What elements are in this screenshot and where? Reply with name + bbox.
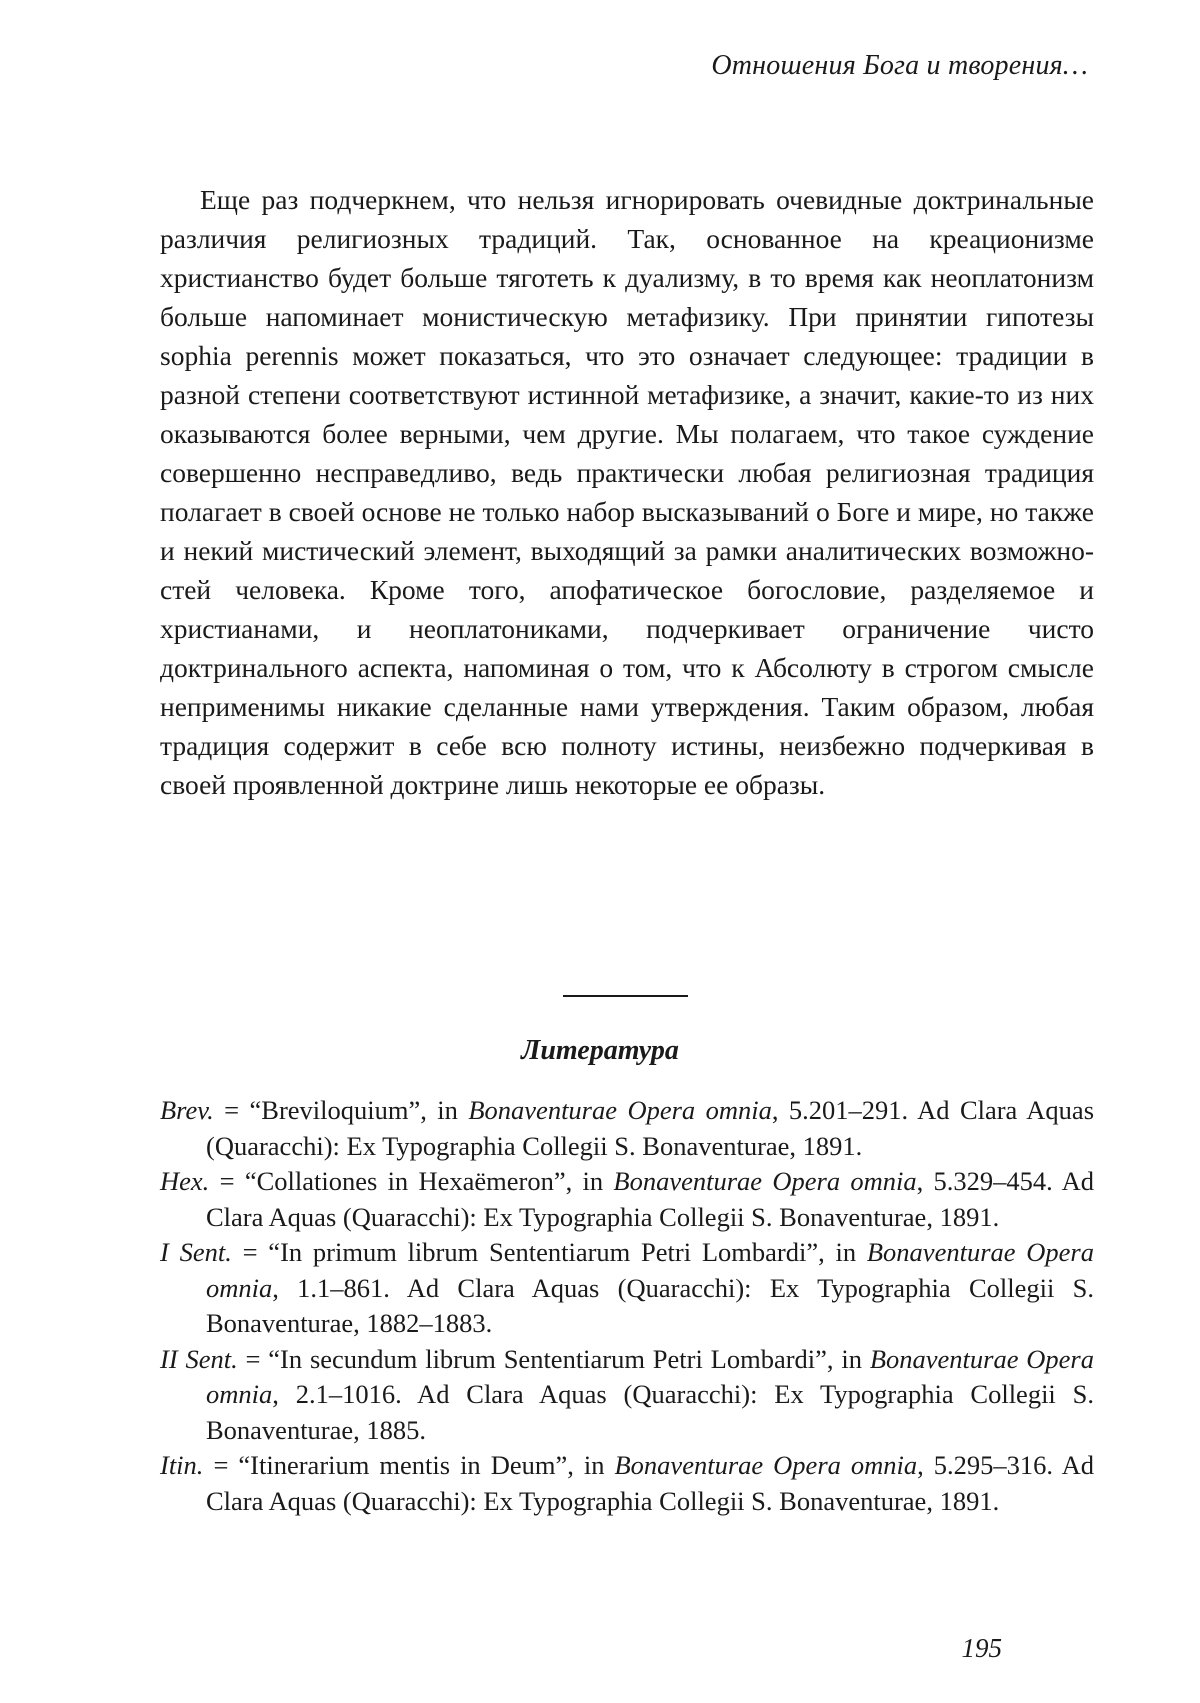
reference-work: Bonaventurae Opera omnia: [614, 1450, 918, 1480]
reference-title: = “Collationes in Hexaёmeron”, in: [209, 1166, 614, 1196]
reference-item: [160, 1448, 1094, 1519]
references-list: [160, 1093, 1094, 1519]
reference-abbr: Brev.: [160, 1095, 214, 1125]
reference-work: Bonaventurae Opera omnia: [613, 1166, 917, 1196]
body-paragraph: Еще раз подчеркнем, что нельзя игнорировать очевидные доктринальные различия религиозных традиций. Так, основанное на креационизме христианство будет больше тяготеть к дуализму, в то время как неоплатонизм больше напоминает монистическую метафизику. При принятии гипотезы sophia perennis может показаться, что это означает следующее: традиции в разной степени соответствуют истинной метафизике, а значит, какие-то из них оказываются более верными, чем другие. Мы полагаем, что такое суждение совершенно несправедливо, ведь практически любая религиозная традиция полагает в своей основе не только набор высказываний о Боге и мире, но также и некий мистический элемент, выходящий за рамки аналитических возможностей человека. Кроме того, апофатическое богословие, разделяемое и христианами, и неоплатониками, подчеркивает ограничение чисто доктринального аспекта, напоминая о том, что к Абсолюту в строгом смысле неприменимы никакие сделанные нами утверждения. Таким образом, любая традиция содержит в себе всю полноту истины, неизбежно подчеркивая в своей проявленной доктрине лишь некоторые ее образы.: [160, 184, 1094, 800]
reference-details: , 2.1–1016. Ad Clara Aquas (Quaracchi): Ex Typographia Collegii S. Bonaventurae, 1885.: [206, 1379, 1094, 1445]
reference-item: [160, 1342, 1094, 1449]
reference-title: = “In secundum librum Sententiarum Petri Lombardi”, in: [237, 1343, 870, 1374]
reference-work: Bonaventurae Opera omnia: [468, 1095, 772, 1125]
reference-abbr: I Sent.: [160, 1237, 232, 1267]
reference-abbr: II Sent.: [160, 1343, 238, 1374]
reference-title: = “Breviloquium”, in: [213, 1095, 469, 1125]
reference-details: , 5.201–291. Ad Clara Aquas (Quaracchi): Ex Typographia Collegii S. Bonaventurae, 1891.: [206, 1095, 1095, 1161]
page-number: 195: [961, 1633, 1002, 1663]
reference-details: , 5.295–316. Ad Clara Aquas (Quaracchi): Ex Typographia Collegii S. Bonaventurae, 1891.: [206, 1450, 1094, 1516]
running-header: Отношения Бога и творения…: [711, 50, 1088, 81]
reference-title: = “In primum librum Sententiarum Petri Lombardi”, in: [231, 1237, 867, 1267]
references-heading: Литература: [521, 1035, 679, 1066]
reference-item: [160, 1093, 1094, 1164]
reference-work: Bonaventurae Opera omnia: [206, 1237, 1094, 1303]
reference-details: , 5.329–454. Ad Clara Aquas (Quaracchi): Ex Typographia Collegii S. Bonaventurae, 1891.: [206, 1166, 1094, 1232]
reference-title: = “Itinerarium mentis in Deum”, in: [203, 1450, 615, 1480]
section-divider: [563, 995, 688, 997]
reference-abbr: Itin.: [160, 1450, 204, 1480]
reference-item: [160, 1164, 1094, 1235]
reference-abbr: Hex.: [160, 1166, 210, 1196]
reference-item: [160, 1235, 1094, 1342]
reference-work: Bonaventurae Opera omnia: [206, 1343, 1094, 1409]
reference-details: , 1.1–861. Ad Clara Aquas (Quaracchi): Ex Typographia Collegii S. Bonaventurae, 1882–1883.: [206, 1272, 1094, 1338]
